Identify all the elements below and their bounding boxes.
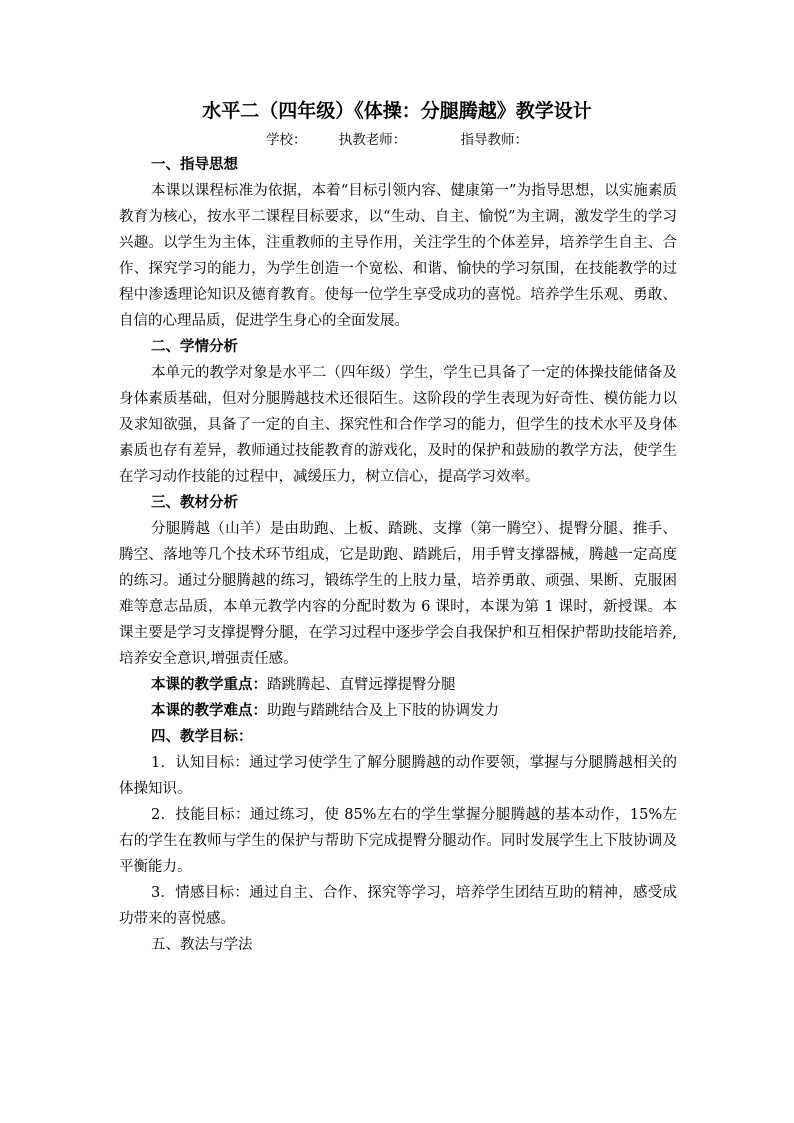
- paragraph-guiding-ideology: 本课以课程标准为依据，本着“目标引领内容、健康第一”为指导思想，以实施素质教育为核心，按水平二课程目标要求，以“生动、自主、愉悦”为主调，激发学生的学习兴趣。以学生为主体，注重教师的主导作用，关注学生的个体差异，培养学生自主、合作、探究学习的能力，为学生创造一个宽松、和谐、愉快的学习氛围，在技能教学的过程中渗透理论知识及德育教育。使每一位学生享受成功的喜悦。培养学生乐观、勇敢、自信的心理品质，促进学生身心的全面发展。: [119, 183, 677, 329]
- goal-cognitive: 1．认知目标：通过学习使学生了解分腿腾越的动作要领，掌握与分腿腾越相关的体操知识。: [119, 755, 677, 797]
- section-heading-student-analysis: 二、学情分析: [151, 338, 238, 355]
- section-heading-guiding-ideology: 一、指导思想: [151, 156, 238, 173]
- goal-skill: 2．技能目标：通过练习，使 85%左右的学生掌握分腿腾越的基本动作，15%左右的学生在教师与学生的保护与帮助下完成提臀分腿动作。同时发展学生上下肢协调及平衡能力。: [119, 807, 677, 875]
- teaching-difficulty: [151, 698, 677, 724]
- teaching-key-point-label: 本课的教学重点：: [151, 676, 267, 693]
- goal-affective: 3．情感目标：通过自主、合作、探究等学习，培养学生团结互助的精神，感受成功带来的喜悦感。: [119, 885, 677, 927]
- document-title: 水平二（四年级）《体操：分腿腾越》教学设计: [202, 100, 592, 122]
- teacher-label: 执教老师：: [338, 132, 407, 148]
- section-heading-material-analysis: 三、教材分析: [151, 494, 238, 511]
- document-body: [119, 152, 677, 958]
- section-heading-methods: 五、教法与学法: [151, 937, 253, 953]
- teaching-key-point: [151, 672, 677, 698]
- paragraph-student-analysis: 本单元的教学对象是水平二（四年级）学生，学生已具备了一定的体操技能储备及身体素质基础，但对分腿腾越技术还很陌生。这阶段的学生表现为好奇性、模仿能力以及求知欲强，具备了一定的自主、探究性和合作学习的能力，但学生的技术水平及身体素质也存有差异，教师通过技能教育的游戏化，及时的保护和鼓励的教学方法，使学生在学习动作技能的过程中，减缓压力，树立信心，提高学习效率。: [119, 365, 677, 485]
- section-heading-teaching-goals: 四、教学目标：: [151, 728, 253, 745]
- school-label: 学校：: [265, 132, 307, 148]
- teaching-difficulty-value: 助跑与踏跳结合及上下肢的协调发力: [267, 703, 499, 719]
- teaching-key-point-value: 踏跳腾起、直臂远撑提臀分腿: [267, 677, 456, 693]
- instructor-label: 指导教师：: [460, 132, 529, 148]
- teaching-difficulty-label: 本课的教学难点：: [151, 702, 267, 719]
- paragraph-material-analysis: 分腿腾越（山羊）是由助跑、上板、踏跳、支撑（第一腾空）、提臀分腿、推手、腾空、落地等几个技术环节组成，它是助跑、踏跳后，用手臂支撑器械，腾越一定高度的练习。通过分腿腾越的练习，锻练学生的上肢力量，培养勇敢、顽强、果断、克服困难等意志品质，本单元教学内容的分配时数为 6 课时，本课为第 1 课时，新授课。本课主要是学习支撑提臀分腿，在学习过程中逐步学会自我保护和互相保护帮助技能培养,培养安全意识,增强责任感。: [119, 521, 677, 667]
- document-subtitle: [0, 130, 794, 150]
